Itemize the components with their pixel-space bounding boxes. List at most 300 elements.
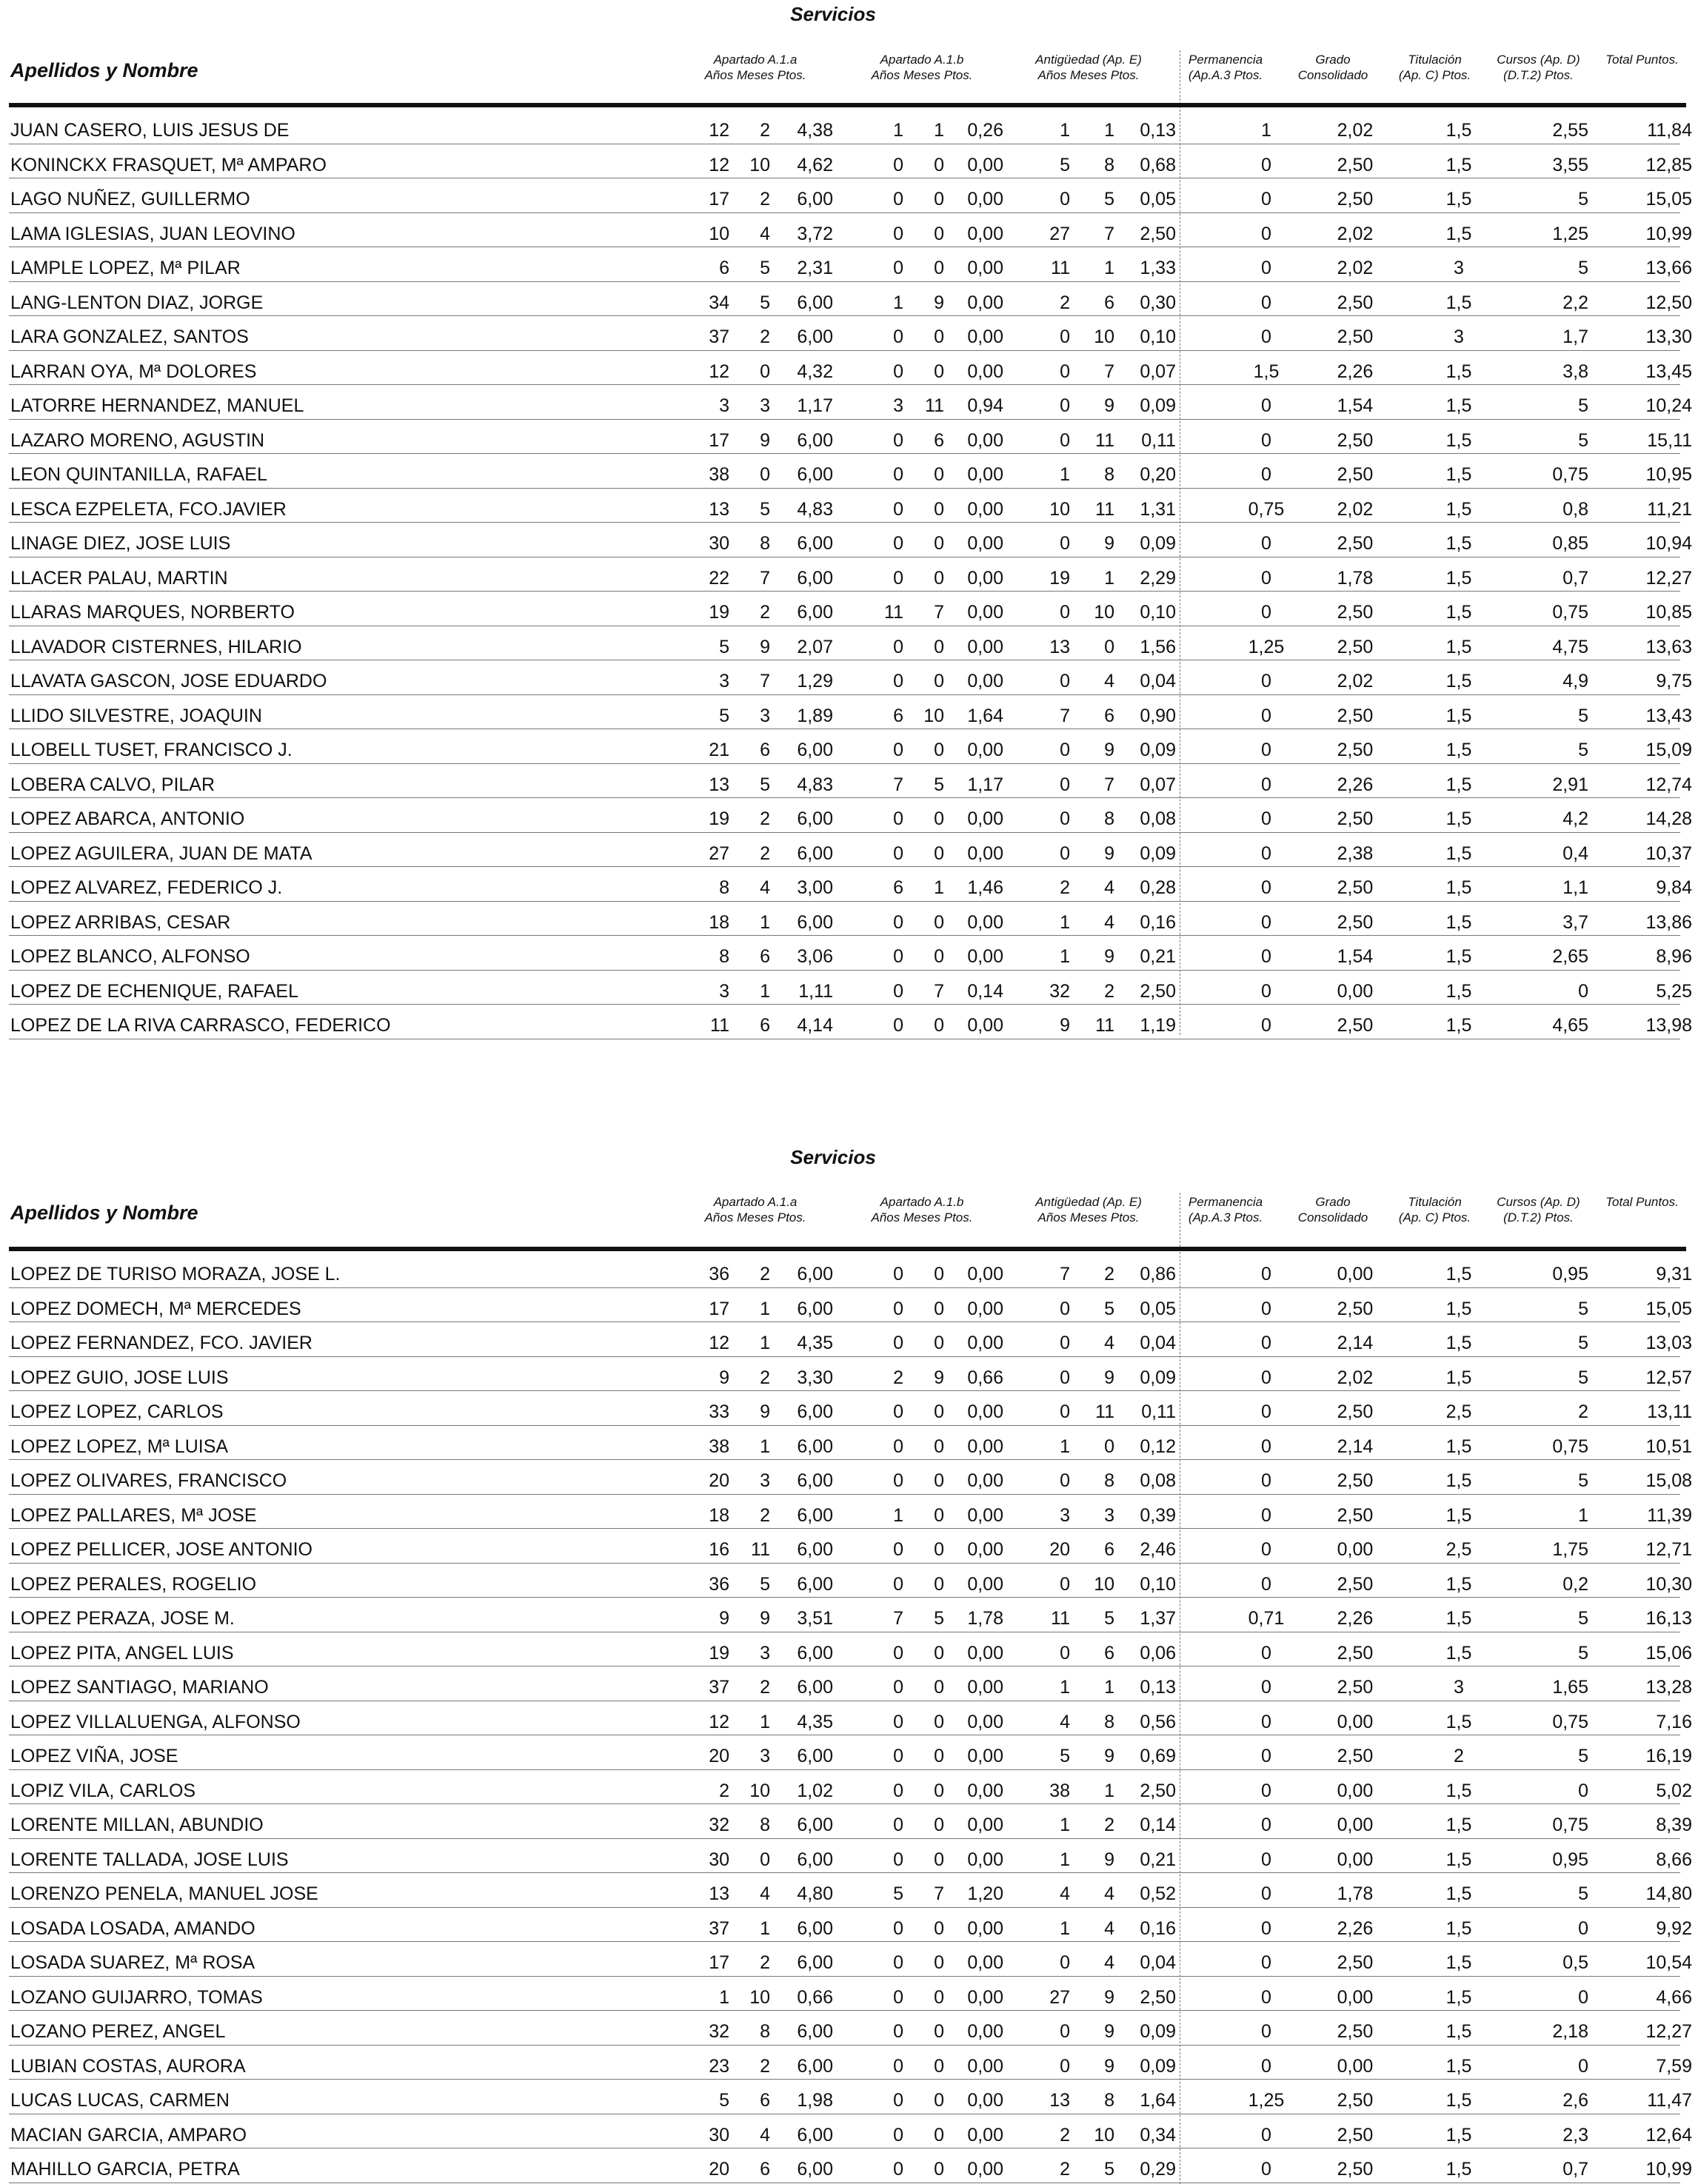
- header-titulacion: Titulación (Ap. C) Ptos.: [1398, 1195, 1471, 1225]
- cell-antig-months: 5: [1104, 1298, 1114, 1319]
- cell-a1a-months: 8: [760, 2021, 770, 2042]
- cell-a1a-months: 3: [760, 1642, 770, 1664]
- cell-a1b-months: 0: [934, 843, 944, 864]
- cell-cursos: 5: [1578, 1642, 1588, 1664]
- cell-cursos: 0,85: [1552, 533, 1588, 554]
- cell-titulacion: 1,5: [1445, 1333, 1472, 1353]
- cell-a1b-points: 0,00: [967, 533, 1003, 554]
- cell-a1a-points: 6,00: [797, 567, 833, 589]
- cell-name: LOPEZ LOPEZ, CARLOS: [10, 1401, 224, 1422]
- cell-a1b-years: 0: [893, 2055, 903, 2077]
- cell-a1b-points: 0,00: [967, 258, 1003, 278]
- cell-antig-months: 4: [1104, 1952, 1114, 1973]
- cell-cursos: 5: [1578, 1298, 1588, 1319]
- cell-titulacion: 1,5: [1445, 602, 1472, 623]
- table-row: [0, 1632, 1698, 1667]
- cell-antig-years: 0: [1060, 1470, 1070, 1491]
- cell-antig-points: 2,50: [1140, 223, 1176, 244]
- cell-a1a-points: 6,00: [797, 326, 833, 347]
- cell-antig-years: 38: [1049, 1780, 1070, 1801]
- section-title: Servicios: [790, 3, 876, 25]
- header-apartado-a1a: Apartado A.1.a Años Meses Ptos.: [704, 53, 806, 82]
- header-rule: [9, 1247, 1686, 1251]
- cell-a1b-months: 0: [934, 464, 944, 485]
- table-row: [0, 1770, 1698, 1805]
- cell-antig-points: 0,05: [1140, 1298, 1176, 1319]
- cell-a1a-months: 1: [760, 911, 770, 933]
- cell-antig-years: 1: [1060, 1677, 1070, 1698]
- cell-a1a-years: 36: [709, 1264, 729, 1284]
- cell-permanencia: 0: [1261, 533, 1271, 554]
- cell-total: 13,28: [1645, 1677, 1692, 1698]
- cell-grado: 2,50: [1337, 911, 1374, 933]
- cell-a1a-years: 22: [709, 567, 729, 589]
- cell-a1b-months: 0: [934, 1986, 944, 2008]
- cell-a1b-months: 0: [934, 567, 944, 589]
- cell-a1b-years: 0: [893, 1917, 903, 1939]
- cell-antig-points: 0,10: [1140, 326, 1176, 347]
- cell-a1b-months: 11: [925, 395, 944, 416]
- cell-antig-points: 1,19: [1140, 1015, 1176, 1036]
- cell-total: 14,28: [1645, 808, 1692, 829]
- cell-name: LARA GONZALEZ, SANTOS: [10, 326, 249, 347]
- cell-name: LLIDO SILVESTRE, JOAQUIN: [10, 705, 262, 726]
- cell-a1a-years: 20: [709, 2159, 729, 2180]
- cell-antig-years: 0: [1060, 395, 1070, 416]
- cell-a1b-years: 0: [893, 223, 903, 244]
- cell-a1b-points: 1,46: [967, 877, 1003, 898]
- cell-a1a-months: 9: [760, 1608, 770, 1629]
- cell-titulacion: 1,5: [1445, 2021, 1472, 2042]
- cell-antig-years: 9: [1060, 1015, 1070, 1036]
- cell-antig-months: 4: [1104, 671, 1114, 691]
- cell-a1a-years: 33: [709, 1401, 729, 1422]
- cell-a1b-points: 0,00: [967, 1952, 1003, 1973]
- table-row: [0, 1977, 1698, 2012]
- cell-a1b-points: 0,00: [967, 911, 1003, 933]
- cell-a1a-months: 5: [760, 292, 770, 313]
- cell-antig-points: 2,50: [1140, 980, 1176, 1002]
- cell-a1a-years: 5: [719, 705, 729, 726]
- cell-titulacion: 1,5: [1445, 1470, 1472, 1491]
- cell-a1b-points: 0,00: [967, 1401, 1003, 1422]
- cell-a1a-months: 10: [749, 154, 770, 175]
- cell-a1b-points: 1,20: [967, 1883, 1003, 1904]
- cell-a1b-points: 0,00: [967, 567, 1003, 589]
- cell-a1b-months: 0: [934, 1711, 944, 1732]
- cell-a1a-years: 27: [709, 843, 729, 864]
- cell-a1b-points: 0,00: [967, 1015, 1003, 1036]
- cell-permanencia: 0: [1261, 1264, 1271, 1284]
- cell-cursos: 2: [1578, 1401, 1588, 1422]
- table-row: [0, 1873, 1698, 1908]
- cell-permanencia: 0: [1261, 911, 1271, 933]
- table-row: [0, 557, 1698, 592]
- cell-grado: 2,26: [1337, 1608, 1374, 1629]
- cell-grado: 0,00: [1337, 1264, 1374, 1284]
- cell-cursos: 0,75: [1552, 464, 1588, 485]
- cell-titulacion: 1,5: [1445, 1849, 1472, 1870]
- cell-permanencia: 0: [1261, 1401, 1271, 1422]
- cell-name: LLACER PALAU, MARTIN: [10, 567, 228, 589]
- cell-a1b-months: 0: [934, 1677, 944, 1698]
- cell-a1b-months: 0: [934, 2124, 944, 2146]
- cell-permanencia: 0,75: [1248, 498, 1285, 520]
- cell-antig-years: 1: [1060, 1849, 1070, 1870]
- cell-a1a-months: 3: [760, 1470, 770, 1491]
- cell-a1a-points: 6,00: [797, 843, 833, 864]
- cell-a1b-points: 0,00: [967, 154, 1003, 175]
- cell-titulacion: 1,5: [1445, 2055, 1472, 2077]
- cell-a1a-points: 6,00: [797, 911, 833, 933]
- cell-grado: 1,54: [1337, 395, 1374, 416]
- cell-a1a-points: 4,14: [797, 1015, 833, 1036]
- table-row: [0, 1005, 1698, 1039]
- cell-a1b-points: 0,00: [967, 498, 1003, 520]
- cell-permanencia: 0: [1261, 1436, 1271, 1457]
- cell-antig-years: 1: [1060, 1917, 1070, 1939]
- cell-name: LAMPLE LOPEZ, Mª PILAR: [10, 258, 241, 278]
- cell-a1b-years: 0: [893, 2021, 903, 2042]
- cell-permanencia: 0: [1261, 1952, 1271, 1973]
- cell-a1a-months: 3: [760, 1746, 770, 1766]
- cell-a1a-points: 6,00: [797, 429, 833, 451]
- table-row: [0, 1701, 1698, 1736]
- cell-a1b-points: 0,00: [967, 1539, 1003, 1560]
- cell-a1b-months: 1: [934, 120, 944, 141]
- cell-antig-years: 2: [1060, 2124, 1070, 2146]
- table-row: [0, 833, 1698, 868]
- cell-a1a-years: 34: [709, 292, 729, 313]
- cell-a1a-months: 1: [760, 1436, 770, 1457]
- cell-antig-months: 6: [1104, 292, 1114, 313]
- cell-name: LOSADA LOSADA, AMANDO: [10, 1917, 255, 1939]
- cell-antig-months: 10: [1094, 1573, 1114, 1595]
- cell-a1a-months: 1: [760, 1298, 770, 1319]
- cell-permanencia: 0: [1261, 1504, 1271, 1526]
- cell-a1b-points: 0,00: [967, 1849, 1003, 1870]
- cell-a1a-months: 4: [760, 223, 770, 244]
- cell-total: 15,08: [1645, 1470, 1692, 1491]
- cell-antig-points: 0,09: [1140, 740, 1176, 760]
- cell-a1b-points: 0,00: [967, 636, 1003, 657]
- cell-grado: 2,50: [1337, 1504, 1374, 1526]
- cell-a1b-years: 0: [893, 1470, 903, 1491]
- cell-grado: 2,02: [1337, 671, 1374, 691]
- cell-name: LOPEZ PERAZA, JOSE M.: [10, 1608, 235, 1629]
- cell-total: 13,30: [1645, 326, 1692, 347]
- cell-antig-points: 0,09: [1140, 843, 1176, 864]
- cell-a1a-points: 4,83: [797, 498, 833, 520]
- cell-a1b-points: 0,00: [967, 2021, 1003, 2042]
- cell-a1b-points: 0,00: [967, 429, 1003, 451]
- cell-a1b-months: 0: [934, 2055, 944, 2077]
- cell-antig-points: 0,34: [1140, 2124, 1176, 2146]
- cell-titulacion: 1,5: [1445, 189, 1472, 210]
- cell-total: 13,11: [1647, 1401, 1692, 1422]
- table-row: [0, 1942, 1698, 1977]
- cell-a1b-years: 7: [893, 774, 903, 795]
- cell-a1b-months: 0: [934, 1504, 944, 1526]
- cell-total: 16,13: [1645, 1608, 1692, 1629]
- cell-a1a-points: 6,00: [797, 1504, 833, 1526]
- cell-total: 13,43: [1645, 705, 1692, 726]
- cell-antig-years: 1: [1060, 911, 1070, 933]
- cell-a1b-years: 6: [893, 877, 903, 898]
- cell-grado: 2,50: [1337, 533, 1374, 554]
- cell-a1a-points: 6,00: [797, 1746, 833, 1766]
- cell-grado: 0,00: [1337, 1986, 1374, 2008]
- cell-antig-points: 0,30: [1140, 292, 1176, 313]
- cell-cursos: 4,75: [1552, 636, 1588, 657]
- cell-total: 8,66: [1656, 1849, 1692, 1870]
- cell-grado: 2,50: [1337, 1401, 1374, 1422]
- cell-permanencia: 1,25: [1248, 2090, 1285, 2111]
- cell-antig-months: 1: [1104, 258, 1114, 278]
- cell-permanencia: 0: [1261, 1642, 1271, 1664]
- cell-a1a-months: 9: [760, 1401, 770, 1422]
- cell-a1a-months: 6: [760, 2090, 770, 2111]
- cell-grado: 0,00: [1337, 1815, 1374, 1835]
- table-row: [0, 420, 1698, 455]
- cell-a1a-months: 5: [760, 498, 770, 520]
- cell-permanencia: 0: [1261, 2021, 1271, 2042]
- cell-antig-years: 0: [1060, 1401, 1070, 1422]
- cell-a1a-years: 19: [709, 602, 729, 623]
- cell-cursos: 1,65: [1552, 1677, 1588, 1698]
- cell-grado: 1,54: [1337, 946, 1374, 967]
- cell-a1a-months: 2: [760, 1504, 770, 1526]
- cell-cursos: 4,65: [1552, 1015, 1588, 1036]
- cell-antig-years: 7: [1060, 705, 1070, 726]
- cell-total: 12,57: [1645, 1367, 1692, 1388]
- cell-permanencia: 0: [1261, 1746, 1271, 1766]
- cell-permanencia: 0: [1261, 808, 1271, 829]
- cell-titulacion: 1,5: [1445, 361, 1472, 382]
- cell-permanencia: 0: [1261, 1780, 1271, 1801]
- cell-a1b-points: 1,78: [967, 1608, 1003, 1629]
- cell-name: LOPEZ VILLALUENGA, ALFONSO: [10, 1711, 301, 1732]
- cell-a1a-months: 2: [760, 808, 770, 829]
- header-apartado-a1b: Apartado A.1.b Años Meses Ptos.: [871, 53, 973, 82]
- cell-antig-points: 0,04: [1140, 1952, 1176, 1973]
- cell-name: LOPEZ SANTIAGO, MARIANO: [10, 1677, 269, 1698]
- cell-a1b-years: 0: [893, 1952, 903, 1973]
- cell-a1a-years: 12: [709, 1711, 729, 1732]
- cell-antig-points: 0,11: [1141, 1401, 1176, 1422]
- cell-antig-points: 2,46: [1140, 1539, 1176, 1560]
- cell-a1a-months: 2: [760, 843, 770, 864]
- cell-name: LOPEZ DOMECH, Mª MERCEDES: [10, 1298, 301, 1319]
- cell-a1a-years: 30: [709, 2124, 729, 2146]
- cell-a1b-years: 0: [893, 2159, 903, 2180]
- cell-antig-points: 0,04: [1140, 1333, 1176, 1353]
- table-row: [0, 902, 1698, 937]
- cell-a1a-months: 6: [760, 740, 770, 760]
- cell-a1a-years: 37: [709, 1677, 729, 1698]
- cell-antig-years: 32: [1049, 980, 1070, 1002]
- cell-antig-points: 0,09: [1140, 395, 1176, 416]
- cell-titulacion: 1,5: [1445, 1815, 1472, 1835]
- cell-antig-years: 4: [1060, 1883, 1070, 1904]
- cell-a1a-years: 32: [709, 2021, 729, 2042]
- cell-permanencia: 0: [1261, 774, 1271, 795]
- cell-antig-points: 0,05: [1140, 189, 1176, 210]
- table-row: [0, 764, 1698, 799]
- cell-titulacion: 1,5: [1445, 1573, 1472, 1595]
- cell-antig-years: 0: [1060, 533, 1070, 554]
- cell-name: MACIAN GARCIA, AMPARO: [10, 2124, 247, 2146]
- cell-a1b-months: 0: [934, 1333, 944, 1353]
- cell-a1b-years: 0: [893, 258, 903, 278]
- cell-permanencia: 1,5: [1253, 361, 1280, 382]
- cell-a1b-years: 0: [893, 1780, 903, 1801]
- cell-a1b-points: 0,00: [967, 1917, 1003, 1939]
- cell-permanencia: 0: [1261, 154, 1271, 175]
- cell-a1b-points: 0,14: [967, 980, 1003, 1002]
- cell-antig-years: 27: [1049, 223, 1070, 244]
- table-row: [0, 1598, 1698, 1632]
- table-row: [0, 695, 1698, 730]
- header-antiguedad: Antigüedad (Ap. E) Años Meses Ptos.: [1035, 1195, 1142, 1225]
- cell-antig-years: 27: [1049, 1986, 1070, 2008]
- cell-grado: 2,50: [1337, 1677, 1374, 1698]
- cell-titulacion: 1,5: [1445, 911, 1472, 933]
- cell-name: LLARAS MARQUES, NORBERTO: [10, 602, 295, 623]
- cell-a1a-years: 6: [719, 258, 729, 278]
- cell-a1b-points: 0,00: [967, 223, 1003, 244]
- cell-antig-points: 0,69: [1140, 1746, 1176, 1766]
- cell-titulacion: 2: [1454, 1746, 1464, 1766]
- cell-a1b-months: 0: [934, 1746, 944, 1766]
- cell-name: LOPEZ AGUILERA, JUAN DE MATA: [10, 843, 312, 864]
- cell-permanencia: 0: [1261, 1298, 1271, 1319]
- cell-total: 7,59: [1656, 2055, 1692, 2077]
- cell-grado: 2,50: [1337, 2159, 1374, 2180]
- cell-name: LAZARO MORENO, AGUSTIN: [10, 429, 265, 451]
- cell-a1b-months: 1: [934, 877, 944, 898]
- cell-a1b-months: 0: [934, 1015, 944, 1036]
- cell-cursos: 4,2: [1562, 808, 1588, 829]
- cell-name: LOPEZ ALVAREZ, FEDERICO J.: [10, 877, 283, 898]
- cell-a1b-months: 6: [934, 429, 944, 451]
- cell-antig-points: 2,29: [1140, 567, 1176, 589]
- cell-a1b-months: 5: [934, 1608, 944, 1629]
- cell-titulacion: 3: [1454, 1677, 1464, 1698]
- cell-antig-months: 5: [1104, 1608, 1114, 1629]
- table-header: [0, 1188, 1698, 1247]
- cell-titulacion: 1,5: [1445, 2090, 1472, 2111]
- cell-permanencia: 0: [1261, 1815, 1271, 1835]
- cell-a1b-months: 0: [934, 1780, 944, 1801]
- cell-titulacion: 3: [1454, 258, 1464, 278]
- cell-antig-years: 2: [1060, 877, 1070, 898]
- cell-cursos: 3,55: [1552, 154, 1588, 175]
- cell-total: 8,96: [1656, 946, 1692, 967]
- section-title: Servicios: [790, 1146, 876, 1168]
- cell-a1a-months: 8: [760, 1815, 770, 1835]
- cell-a1b-points: 0,00: [967, 1264, 1003, 1284]
- table-row: [0, 971, 1698, 1005]
- cell-permanencia: 0: [1261, 1917, 1271, 1939]
- cell-a1a-points: 1,17: [797, 395, 833, 416]
- cell-antig-points: 2,50: [1140, 1986, 1176, 2008]
- cell-permanencia: 0: [1261, 843, 1271, 864]
- cell-a1b-points: 0,00: [967, 464, 1003, 485]
- cell-grado: 2,50: [1337, 1470, 1374, 1491]
- cell-a1a-points: 4,38: [797, 120, 833, 141]
- cell-total: 8,39: [1656, 1815, 1692, 1835]
- cell-permanencia: 0: [1261, 1711, 1271, 1732]
- cell-a1b-points: 0,94: [967, 395, 1003, 416]
- cell-antig-months: 1: [1104, 1677, 1114, 1698]
- cell-cursos: 2,6: [1562, 2090, 1588, 2111]
- cell-name: LOPEZ ABARCA, ANTONIO: [10, 808, 245, 829]
- cell-cursos: 1,25: [1552, 223, 1588, 244]
- cell-antig-months: 5: [1104, 2159, 1114, 2180]
- cell-name: LOPIZ VILA, CARLOS: [10, 1780, 196, 1801]
- cell-antig-months: 9: [1104, 2021, 1114, 2042]
- cell-a1b-months: 5: [934, 774, 944, 795]
- cell-a1b-months: 0: [934, 671, 944, 691]
- cell-name: LOPEZ LOPEZ, Mª LUISA: [10, 1436, 229, 1457]
- table-row: [0, 2148, 1698, 2183]
- cell-cursos: 0,8: [1562, 498, 1588, 520]
- header-permanencia: Permanencia (Ap.A.3 Ptos.: [1188, 1195, 1263, 1225]
- cell-antig-points: 0,21: [1140, 946, 1176, 967]
- cell-a1b-months: 0: [934, 1264, 944, 1284]
- cell-titulacion: 2,5: [1445, 1539, 1472, 1560]
- cell-titulacion: 1,5: [1445, 843, 1472, 864]
- cell-a1a-months: 0: [760, 464, 770, 485]
- cell-antig-points: 0,13: [1140, 120, 1176, 141]
- cell-titulacion: 2,5: [1445, 1401, 1472, 1422]
- cell-a1b-months: 10: [923, 705, 944, 726]
- cell-a1a-years: 8: [719, 946, 729, 967]
- cell-a1a-points: 4,32: [797, 361, 833, 382]
- cell-grado: 1,78: [1337, 1883, 1374, 1904]
- cell-a1a-years: 13: [709, 1883, 729, 1904]
- cell-permanencia: 0: [1261, 1986, 1271, 2008]
- cell-a1b-years: 0: [893, 1677, 903, 1698]
- cell-a1a-points: 6,00: [797, 1642, 833, 1664]
- cell-a1b-months: 7: [934, 980, 944, 1002]
- cell-antig-years: 13: [1049, 636, 1070, 657]
- cell-antig-months: 3: [1104, 1504, 1114, 1526]
- cell-total: 12,85: [1645, 154, 1692, 175]
- cell-antig-years: 4: [1060, 1711, 1070, 1732]
- table-row: [0, 1253, 1698, 1288]
- header-cursos: Cursos (Ap. D) (D.T.2) Ptos.: [1497, 1195, 1580, 1225]
- cell-a1a-years: 11: [710, 1015, 729, 1036]
- cell-a1b-points: 0,00: [967, 946, 1003, 967]
- cell-name: LOPEZ GUIO, JOSE LUIS: [10, 1367, 229, 1388]
- cell-a1a-years: 32: [709, 1815, 729, 1835]
- cell-titulacion: 1,5: [1445, 1986, 1472, 2008]
- cell-name: LESCA EZPELETA, FCO.JAVIER: [10, 498, 287, 520]
- cell-cursos: 0,95: [1552, 1849, 1588, 1870]
- cell-a1a-years: 20: [709, 1746, 729, 1766]
- cell-a1b-years: 0: [893, 498, 903, 520]
- cell-a1b-years: 0: [893, 533, 903, 554]
- cell-a1b-months: 0: [934, 154, 944, 175]
- cell-a1b-months: 0: [934, 1952, 944, 1973]
- cell-a1a-months: 9: [760, 429, 770, 451]
- cell-antig-years: 0: [1060, 1642, 1070, 1664]
- cell-permanencia: 0: [1261, 189, 1271, 210]
- cell-cursos: 0: [1578, 1917, 1588, 1939]
- cell-antig-months: 9: [1104, 1746, 1114, 1766]
